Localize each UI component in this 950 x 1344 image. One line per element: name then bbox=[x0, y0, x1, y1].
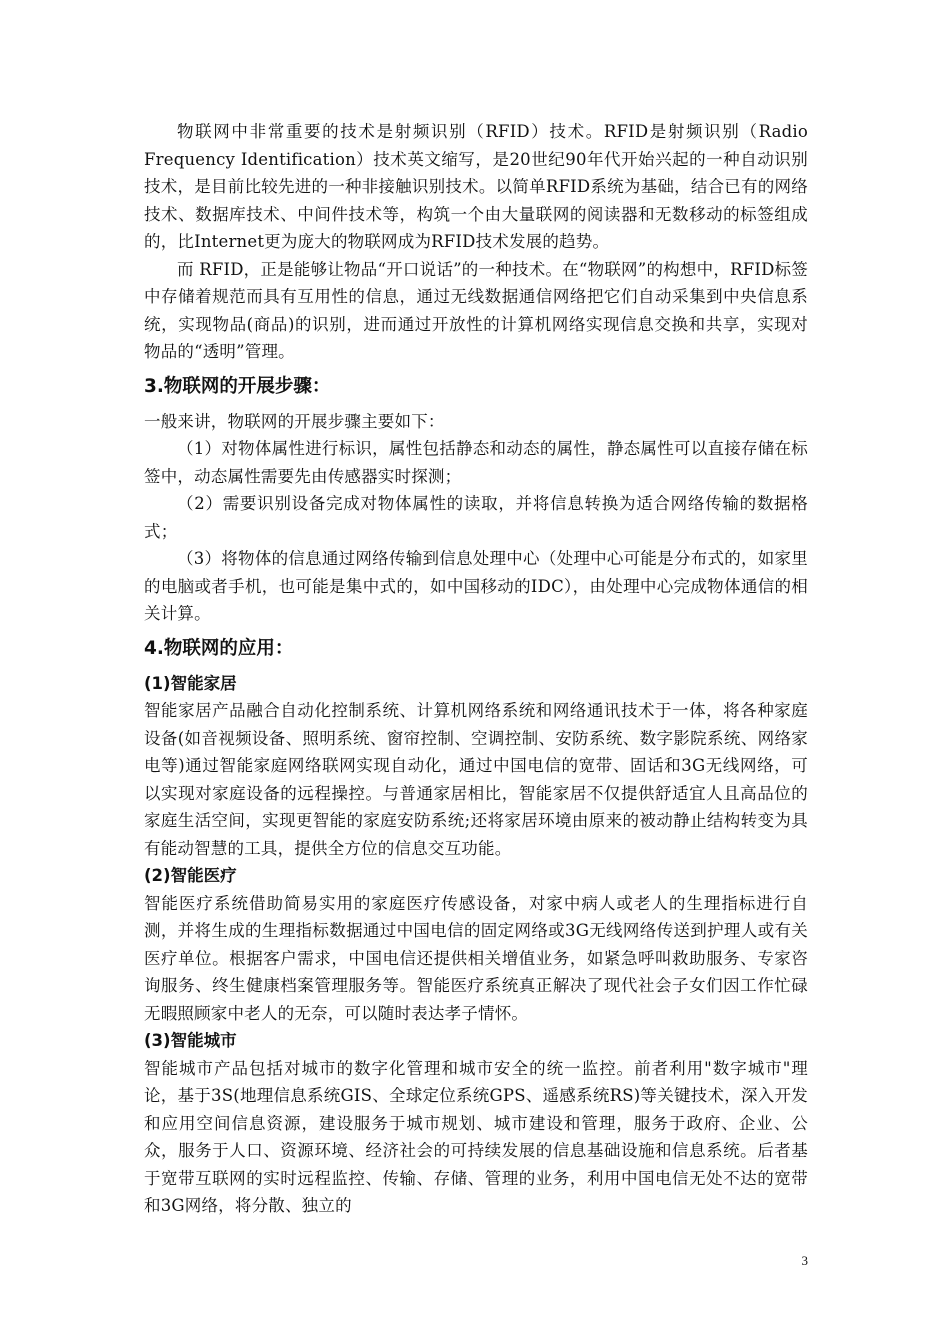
application-body-smart-city: 智能城市产品包括对城市的数字化管理和城市安全的统一监控。前者利用"数字城市"理论，基于3S(地理信息系统GIS、全球定位系统GPS、遥感系统RS)等关键技术，深入开发和应用空间信息资源，建设服务于城市规划、城市建设和管理，服务于政府、企业、公众，服务于人口、资源环境、经济社会的可持续发展的信息基础设施和信息系统。后者基于宽带互联网的实时远程监控、传输、存储、管理的业务，利用中国电信无处不达的宽带和3G网络，将分散、独立的 bbox=[144, 1058, 808, 1215]
application-title-smart-city: (3)智能城市 bbox=[144, 1031, 237, 1050]
application-title-smart-medical: (2)智能医疗 bbox=[144, 866, 237, 885]
application-body-smart-medical: 智能医疗系统借助简易实用的家庭医疗传感设备，对家中病人或老人的生理指标进行自测，并将生成的生理指标数据通过中国电信的固定网络或3G无线网络传送到护理人或有关医疗单位。根据客户需求，中国电信还提供相关增值业务，如紧急呼叫救助服务、专家咨询服务、终生健康档案管理服务等。智能医疗系统真正解决了现代社会子女们因工作忙碌无暇照顾家中老人的无奈，可以随时表达孝子情怀。 bbox=[144, 893, 808, 1023]
steps-lead-paragraph: 一般来讲，物联网的开展步骤主要如下： bbox=[144, 411, 445, 431]
document-page bbox=[144, 118, 808, 1220]
step-item: （2）需要识别设备完成对物体属性的读取，并将信息转换为适合网络传输的数据格式； bbox=[144, 494, 808, 541]
section-heading-applications: 4.物联网的应用： bbox=[144, 637, 294, 659]
step-item: （1）对物体属性进行标识，属性包括静态和动态的属性，静态属性可以直接存储在标签中，动态属性需要先由传感器实时探测； bbox=[144, 439, 808, 486]
intro-paragraph-rfid: 物联网中非常重要的技术是射频识别（RFID）技术。RFID是射频识别（Radio Frequency Identification）技术英文缩写，是20世纪90年代开始兴起的一种自动识别技术，是目前比较先进的一种非接触识别技术。以简单RFID系统为基础，结合已有的网络技术、数据库技术、中间件技术等，构筑一个由大量联网的阅读器和无数移动的标签组成的，比Internet更为庞大的物联网成为RFID技术发展的趋势。 bbox=[144, 122, 808, 251]
page-number: 3 bbox=[801, 1253, 808, 1268]
application-body-smart-home: 智能家居产品融合自动化控制系统、计算机网络系统和网络通讯技术于一体，将各种家庭设备(如音视频设备、照明系统、窗帘控制、空调控制、安防系统、数字影院系统、网络家电等)通过智能家庭网络联网实现自动化，通过中国电信的宽带、固话和3G无线网络，可以实现对家庭设备的远程操控。与普通家居相比，智能家居不仅提供舒适宜人且高品位的家庭生活空间，实现更智能的家庭安防系统;还将家居环境由原来的被动静止结构转变为具有能动智慧的工具，提供全方位的信息交互功能。 bbox=[144, 701, 808, 858]
section-heading-steps: 3.物联网的开展步骤： bbox=[144, 375, 331, 397]
step-item: （3）将物体的信息通过网络传输到信息处理中心（处理中心可能是分布式的，如家里的电脑或者手机，也可能是集中式的，如中国移动的IDC），由处理中心完成物体通信的相关计算。 bbox=[144, 549, 808, 623]
intro-paragraph-rfid-speaking: 而 RFID，正是能够让物品“开口说话”的一种技术。在“物联网”的构想中，RFID标签中存储着规范而具有互用性的信息，通过无线数据通信网络把它们自动采集到中央信息系统，实现物品(商品)的识别，进而通过开放性的计算机网络实现信息交换和共享，实现对物品的“透明”管理。 bbox=[144, 259, 808, 361]
application-title-smart-home: (1)智能家居 bbox=[144, 673, 237, 693]
